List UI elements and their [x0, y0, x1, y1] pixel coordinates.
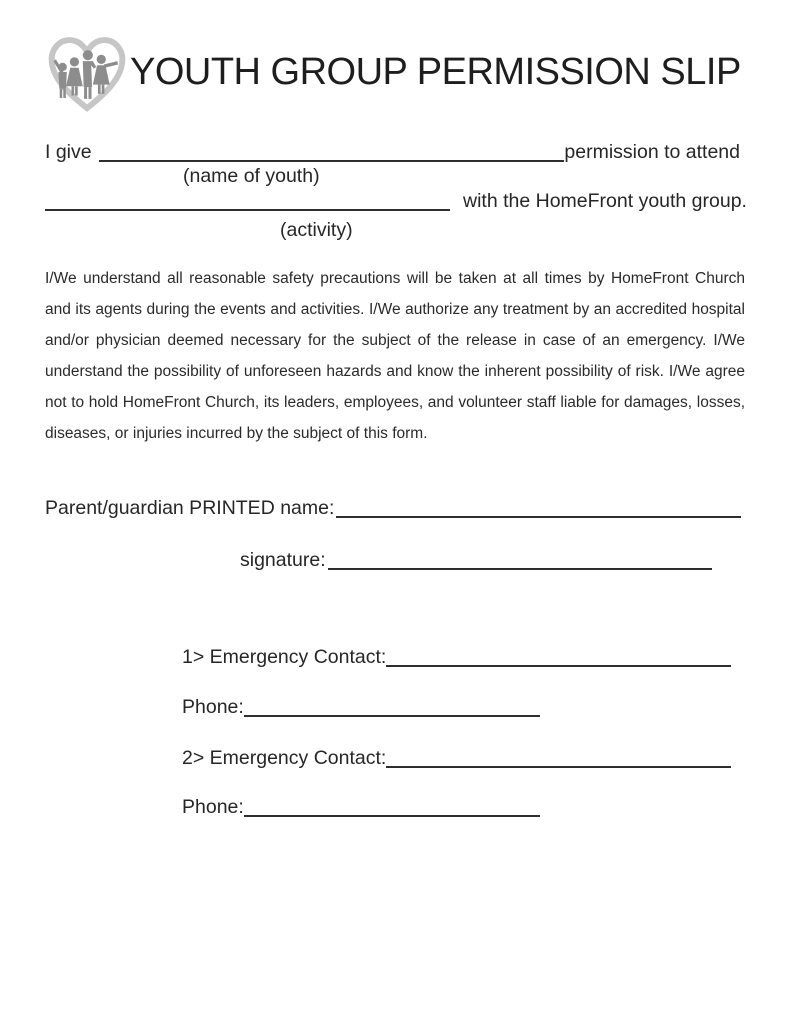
phone-1-label: Phone:: [182, 696, 244, 718]
activity-blank[interactable]: [45, 209, 450, 211]
activity-caption: (activity): [280, 219, 353, 241]
printed-name-label: Parent/guardian PRINTED name:: [45, 497, 335, 519]
consent-lead-text: I give: [45, 141, 92, 163]
consent-trail-text: permission to attend: [564, 141, 740, 163]
emergency-contact-1-blank[interactable]: [386, 665, 731, 667]
printed-name-blank[interactable]: [336, 516, 741, 518]
phone-1-blank[interactable]: [244, 715, 540, 717]
name-of-youth-caption: (name of youth): [183, 165, 320, 187]
emergency-contact-1-row: [182, 646, 731, 669]
emergency-contact-2-label: 2> Emergency Contact:: [182, 747, 387, 769]
activity-trail-text: with the HomeFront youth group.: [463, 190, 747, 212]
signature-label: signature:: [240, 549, 326, 571]
printed-name-row: [45, 497, 741, 520]
emergency-section: [182, 646, 731, 819]
phone-2-blank[interactable]: [244, 815, 540, 817]
emergency-contact-1-label: 1> Emergency Contact:: [182, 646, 387, 668]
signature-blank[interactable]: [328, 568, 712, 570]
waiver-paragraph: [45, 263, 745, 449]
phone-2-row: [182, 796, 731, 819]
emergency-contact-2-blank[interactable]: [386, 766, 731, 768]
family-in-heart-logo-icon: [45, 28, 129, 116]
emergency-contact-2-row: [182, 747, 731, 770]
phone-2-label: Phone:: [182, 796, 244, 818]
waiver-line-6: diseases, or injuries incurred by the subject of this form.: [45, 425, 428, 442]
signature-row: [240, 549, 712, 572]
consent-line-1: [45, 141, 740, 164]
consent-line-2: [45, 190, 747, 213]
waiver-line-5: not to hold HomeFront Church, its leaders, employees, and volunteer staff liable for damages, losses,: [45, 394, 745, 411]
waiver-line-3: and/or physician deemed necessary for the subject of the release in case of an emergency. I/We: [45, 332, 745, 349]
waiver-line-4: understand the possibility of unforeseen hazards and know the inherent possibility of risk. I/We agree: [45, 363, 745, 380]
youth-name-blank[interactable]: [99, 160, 565, 162]
waiver-line-2: and its agents during the events and activities. I/We authorize any treatment by an accredited hospital: [45, 301, 745, 318]
phone-1-row: [182, 696, 731, 719]
page-title: YOUTH GROUP PERMISSION SLIP: [130, 51, 741, 93]
waiver-line-1: I/We understand all reasonable safety precautions will be taken at all times by HomeFront Church: [45, 270, 745, 287]
